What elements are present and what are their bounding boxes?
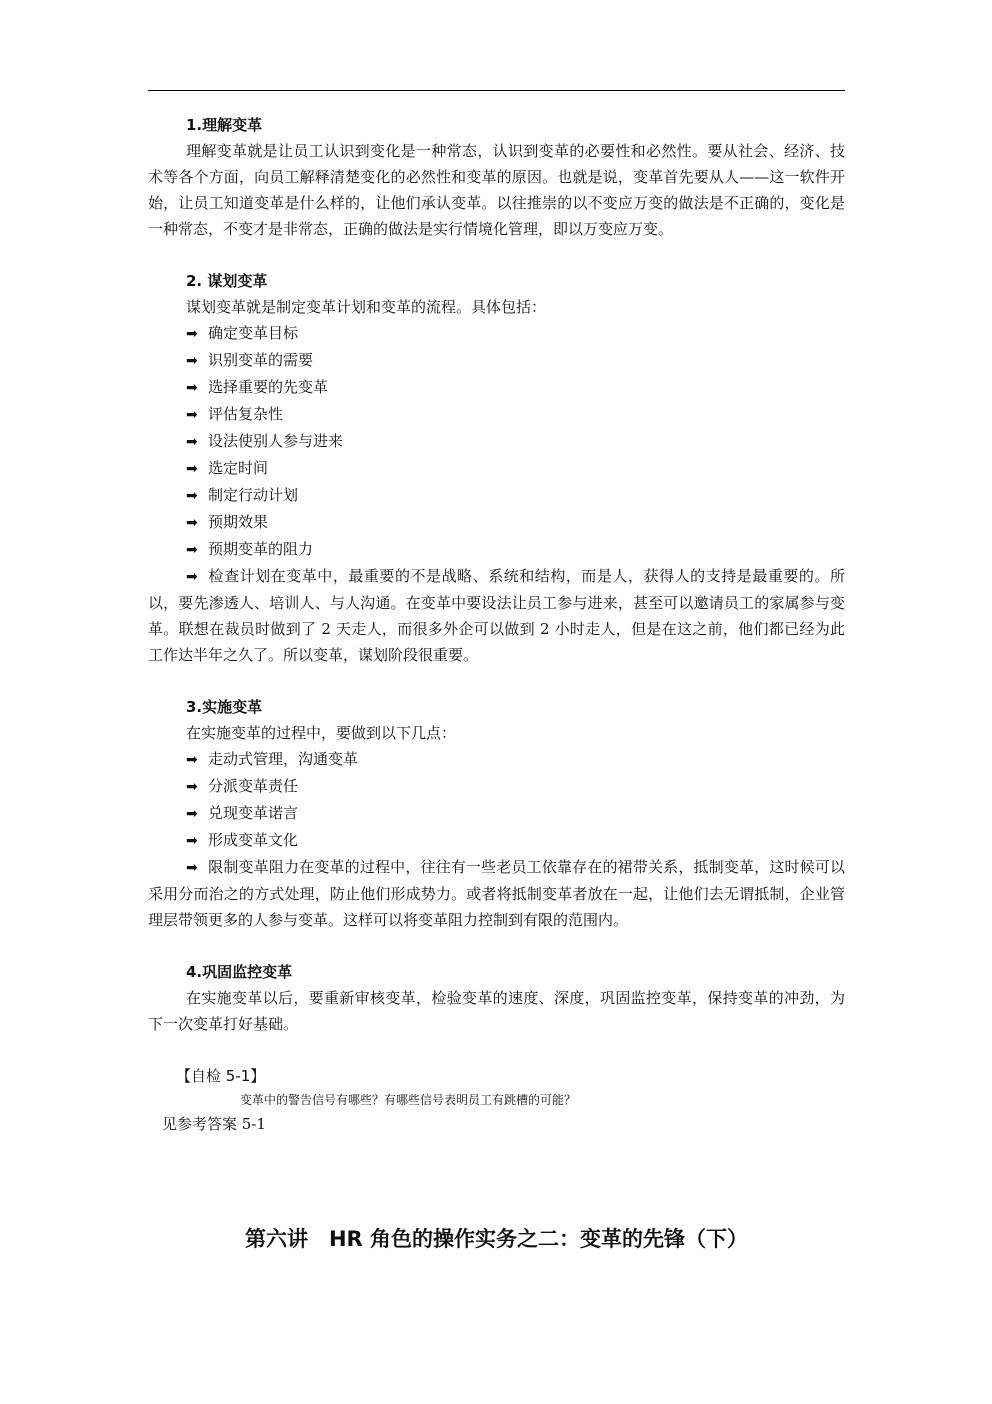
list-item: ➡ 选定时间: [148, 455, 845, 482]
section-heading-1: 1.理解变革: [186, 116, 263, 134]
section-intro-2: 谋划变革就是制定变革计划和变革的流程。具体包括：: [186, 298, 547, 316]
list-item: ➡ 预期效果: [148, 509, 845, 536]
bullet-paragraph-2: ➡ 检查计划在变革中，最重要的不是战略、系统和结构，而是人，获得人的支持是最重要的。所以，要先渗透人、培训人、与人沟通。在变革中要设法让员工参与进来，甚至可以邀请员工的家属参与变革。联想在裁员时做到了 2 天走人，而很多外企可以做到 2 小时走人，但是在这之前，他们都已经为此工作达半年之久了。所以变革，谋划阶段很重要。: [148, 563, 845, 668]
list-item: ➡ 确定变革目标: [148, 320, 845, 347]
arrow-right-icon: ➡: [186, 779, 198, 795]
arrow-right-icon: ➡: [186, 488, 198, 504]
arrow-right-icon: ➡: [186, 515, 198, 531]
self-check-title: 【自检 5-1】: [176, 1067, 266, 1085]
chapter-title: 第六讲 HR 角色的操作实务之二：变革的先锋（下）: [244, 1227, 749, 1251]
section-heading-3: 3.实施变革: [186, 698, 263, 716]
document-body: [148, 112, 845, 1137]
arrow-right-icon: ➡: [186, 542, 198, 558]
arrow-right-icon: ➡: [186, 353, 198, 369]
section-intro-3: 在实施变革的过程中，要做到以下几点：: [186, 724, 457, 742]
list-item: ➡ 选择重要的先变革: [148, 374, 845, 401]
section-heading-2: 2. 谋划变革: [186, 272, 268, 290]
list-item: ➡ 评估复杂性: [148, 401, 845, 428]
arrow-right-icon: ➡: [186, 434, 198, 450]
arrow-right-icon: ➡: [186, 461, 198, 477]
section-heading-4: 4.巩固监控变革: [186, 963, 293, 981]
arrow-right-icon: ➡: [186, 806, 198, 822]
bullet-paragraph-3: ➡ 限制变革阻力在变革的过程中，往往有一些老员工依靠存在的裙带关系，抵制变革，这时候可以采用分而治之的方式处理，防止他们形成势力。或者将抵制变革者放在一起，让他们去无谓抵制，企业管理层带领更多的人参与变革。这样可以将变革阻力控制到有限的范围内。: [148, 854, 845, 933]
arrow-right-icon: ➡: [186, 569, 198, 585]
list-item: ➡ 设法使别人参与进来: [148, 428, 845, 455]
self-check-reference: 见参考答案 5-1: [162, 1115, 266, 1133]
header-rule: [148, 90, 845, 91]
self-check-question: 变革中的警告信号有哪些？有哪些信号表明员工有跳槽的可能？: [240, 1093, 577, 1107]
list-item: ➡ 走动式管理，沟通变革: [148, 746, 845, 773]
list-item: ➡ 识别变革的需要: [148, 347, 845, 374]
arrow-right-icon: ➡: [186, 326, 198, 342]
list-item: ➡ 分派变革责任: [148, 773, 845, 800]
section-paragraph-1: 理解变革就是让员工认识到变化是一种常态，认识到变革的必要性和必然性。要从社会、经济、技术等各个方面，向员工解释清楚变化的必然性和变革的原因。也就是说，变革首先要从人——这一软件开始，让员工知道变革是什么样的，让他们承认变革。以往推崇的以不变应万变的做法是不正确的，变化是一种常态，不变才是非常态，正确的做法是实行情境化管理，即以万变应万变。: [148, 142, 845, 238]
list-item: ➡ 制定行动计划: [148, 482, 845, 509]
arrow-right-icon: ➡: [186, 380, 198, 396]
list-item: ➡ 兑现变革诺言: [148, 800, 845, 827]
arrow-right-icon: ➡: [186, 752, 198, 768]
arrow-right-icon: ➡: [186, 860, 198, 876]
list-item: ➡ 形成变革文化: [148, 827, 845, 854]
arrow-right-icon: ➡: [186, 407, 198, 423]
arrow-right-icon: ➡: [186, 833, 198, 849]
section-paragraph-4: 在实施变革以后，要重新审核变革，检验变革的速度、深度，巩固监控变革，保持变革的冲劲，为下一次变革打好基础。: [148, 989, 845, 1033]
list-item: ➡ 预期变革的阻力: [148, 536, 845, 563]
